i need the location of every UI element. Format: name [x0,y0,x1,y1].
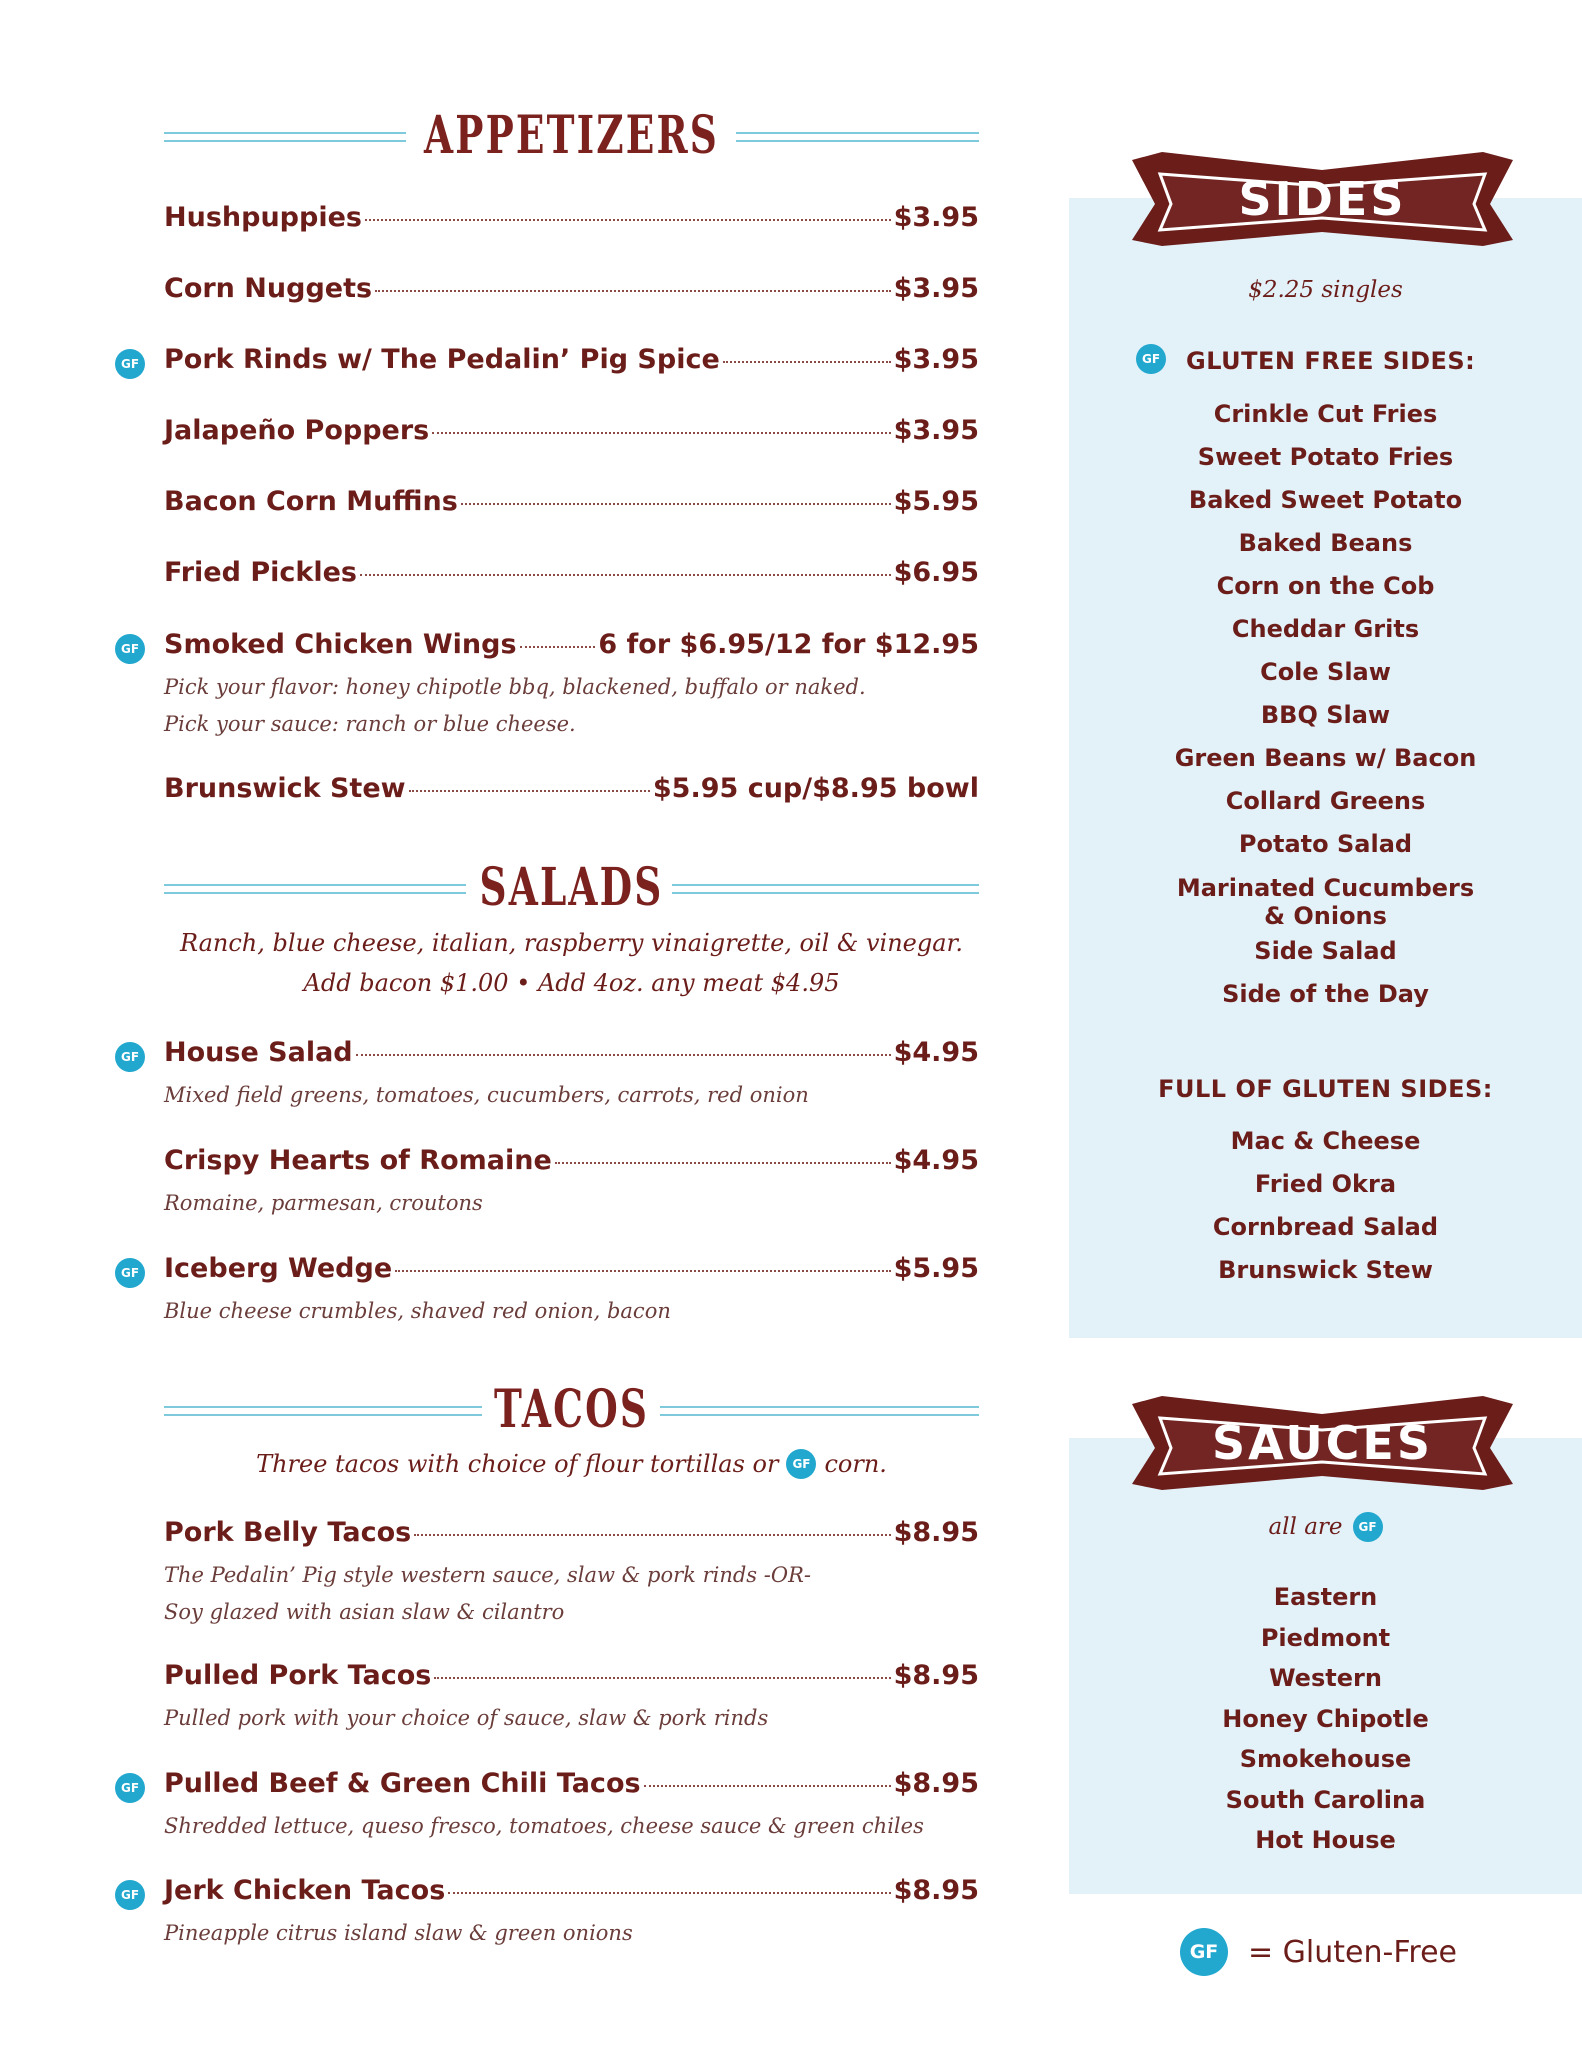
sauce-item: Hot House [1255,1826,1396,1854]
item-description: Shredded lettuce, queso fresco, tomatoes, cheese sauce & green chiles [164,1814,924,1838]
menu-item [164,1253,979,1330]
full-of-gluten-sides-heading: FULL OF GLUTEN SIDES: [1158,1075,1493,1103]
item-description: Pick your sauce: ranch or blue cheese. [164,712,576,736]
appetizers-header [164,104,979,174]
item-description: Pulled pork with your choice of sauce, slaw & pork rinds [164,1706,769,1730]
side-item: Crinkle Cut Fries [1213,400,1438,428]
full-of-gluten-sides-list [1069,1120,1582,1292]
side-item: Green Beans w/ Bacon [1174,744,1477,772]
sides-singles-price: $2.25 singles [1248,277,1403,303]
leader-dots [414,1534,890,1536]
item-name: Pulled Beef & Green Chili Tacos [164,1768,641,1799]
item-price: $4.95 [893,1145,979,1176]
item-description: Romaine, parmesan, croutons [164,1191,483,1215]
item-name: Corn Nuggets [164,273,373,304]
item-name: Crispy Hearts of Romaine [164,1145,552,1176]
item-description: Pineapple citrus island slaw & green onions [164,1921,633,1945]
sides-title: SIDES [1238,172,1407,226]
item-price: $8.95 [893,1517,979,1548]
sauce-item: South Carolina [1225,1785,1426,1814]
sides-banner [1130,148,1515,256]
sauce-item: Piedmont [1260,1623,1391,1652]
sauce-item: Honey Chipotle [1222,1704,1429,1733]
appetizers-title: APPETIZERS [424,105,719,166]
side-item: Potato Salad [1238,830,1413,858]
gf-badge-icon: GF [786,1449,816,1479]
item-name: Jalapeño Poppers [164,415,430,446]
sauce-item: Smokehouse [1239,1745,1412,1773]
leader-dots [360,574,891,576]
item-price: $8.95 [893,1768,979,1799]
menu-item [164,557,979,597]
item-name: Brunswick Stew [164,773,406,804]
item-description: Pick your flavor: honey chipotle bbq, blackened, buffalo or naked. [164,675,866,699]
gluten-free-sides-list [1069,393,1582,1016]
side-item: Mac & Cheese [1230,1127,1421,1155]
side-item: Baked Sweet Potato [1188,486,1463,514]
side-item: Side Salad [1254,937,1397,965]
item-price: $3.95 [893,202,979,233]
gf-badge-icon: GF [115,1258,145,1288]
sauces-all-are-text: all are [1268,1514,1343,1540]
menu-item [164,1037,979,1114]
side-item: Corn on the Cob [1216,572,1435,600]
side-item: Cornbread Salad [1212,1213,1439,1241]
salads-addon-note: Add bacon $1.00 • Add 4oz. any meat $4.95 [303,969,840,997]
leader-dots [434,1677,890,1679]
gf-badge-icon: GF [115,1880,145,1910]
menu-item [164,629,979,743]
item-description: Mixed field greens, tomatoes, cucumbers, carrots, red onion [164,1083,809,1107]
item-price: $3.95 [893,415,979,446]
item-price: $5.95 cup/$8.95 bowl [652,773,979,804]
menu-item [164,202,979,242]
salads-dressing-note: Ranch, blue cheese, italian, raspberry vinaigrette, oil & vinegar. [179,929,964,957]
item-description: Blue cheese crumbles, shaved red onion, bacon [164,1299,671,1323]
item-name: Jerk Chicken Tacos [164,1875,446,1906]
item-price: $4.95 [893,1037,979,1068]
sauce-item: Western [1269,1664,1382,1692]
item-price: $8.95 [893,1660,979,1691]
menu-item [164,1875,979,1952]
leader-dots [555,1162,891,1164]
menu-item [164,1660,979,1737]
leader-dots [644,1785,891,1787]
menu-item [164,1768,979,1845]
leader-dots [356,1054,891,1056]
leader-dots [395,1270,890,1272]
item-name: House Salad [164,1037,353,1068]
salads-title: SALADS [479,857,664,918]
gf-badge-icon: GF [1353,1512,1383,1542]
gf-badge-icon: GF [115,349,145,379]
menu-item [164,344,979,384]
side-item: Fried Okra [1254,1170,1397,1198]
side-item: Brunswick Stew [1218,1256,1433,1284]
leader-dots [520,646,596,648]
side-item: & Onions [1264,902,1387,930]
leader-dots [723,361,891,363]
item-description: The Pedalin’ Pig style western sauce, slaw & pork rinds -OR- [164,1563,811,1587]
item-description: Soy glazed with asian slaw & cilantro [164,1600,565,1624]
leader-dots [461,503,891,505]
side-item: Collard Greens [1225,787,1426,815]
item-name: Pulled Pork Tacos [164,1660,432,1691]
item-price: $3.95 [893,273,979,304]
item-price: 6 for $6.95/12 for $12.95 [598,629,979,660]
menu-item [164,1145,979,1222]
item-name: Smoked Chicken Wings [164,629,517,660]
leader-dots [375,290,891,292]
item-name: Pork Belly Tacos [164,1517,412,1548]
menu-item [164,415,979,455]
gf-badge-icon: GF [1180,1928,1228,1976]
side-item: BBQ Slaw [1260,701,1391,729]
gf-badge-icon: GF [115,634,145,664]
leader-dots [432,432,890,434]
sauce-item: Eastern [1273,1583,1378,1611]
sauces-title: SAUCES [1212,1416,1433,1470]
item-name: Hushpuppies [164,202,362,233]
gf-legend-text: = Gluten-Free [1248,1934,1457,1970]
sauces-banner [1130,1392,1515,1500]
tacos-note-text: Three tacos with choice of flour tortillas or [256,1450,779,1478]
side-item: Cheddar Grits [1231,615,1420,643]
salads-header [164,856,979,926]
item-price: $5.95 [893,1253,979,1284]
menu-item [164,1517,979,1631]
tacos-header [164,1378,979,1448]
item-name: Fried Pickles [164,557,357,588]
item-name: Pork Rinds w/ The Pedalin’ Pig Spice [164,344,720,375]
tacos-tortilla-note [164,1444,979,1484]
tacos-note-corn: corn. [824,1450,887,1478]
menu-item [164,773,979,813]
gf-badge-icon: GF [1136,344,1166,374]
item-price: $3.95 [893,344,979,375]
menu-item [164,273,979,313]
menu-item [164,486,979,526]
sauces-all-gf-note [1069,1512,1582,1542]
side-item: Sweet Potato Fries [1197,443,1454,471]
item-price: $8.95 [893,1875,979,1906]
item-name: Bacon Corn Muffins [164,486,458,517]
side-item: Side of the Day [1222,980,1429,1008]
gf-badge-icon: GF [115,1042,145,1072]
gluten-free-sides-heading: GLUTEN FREE SIDES: [1186,347,1476,375]
item-price: $6.95 [893,557,979,588]
side-item: Baked Beans [1238,529,1413,557]
side-item: Cole Slaw [1260,658,1391,686]
sauces-list [1069,1577,1582,1861]
gf-legend [1180,1928,1457,1976]
leader-dots [365,219,891,221]
item-name: Iceberg Wedge [164,1253,393,1284]
gf-badge-icon: GF [115,1773,145,1803]
tacos-title: TACOS [493,1379,650,1440]
leader-dots [448,1892,890,1894]
item-price: $5.95 [893,486,979,517]
side-item: Marinated Cucumbers [1176,874,1475,902]
leader-dots [409,790,650,792]
